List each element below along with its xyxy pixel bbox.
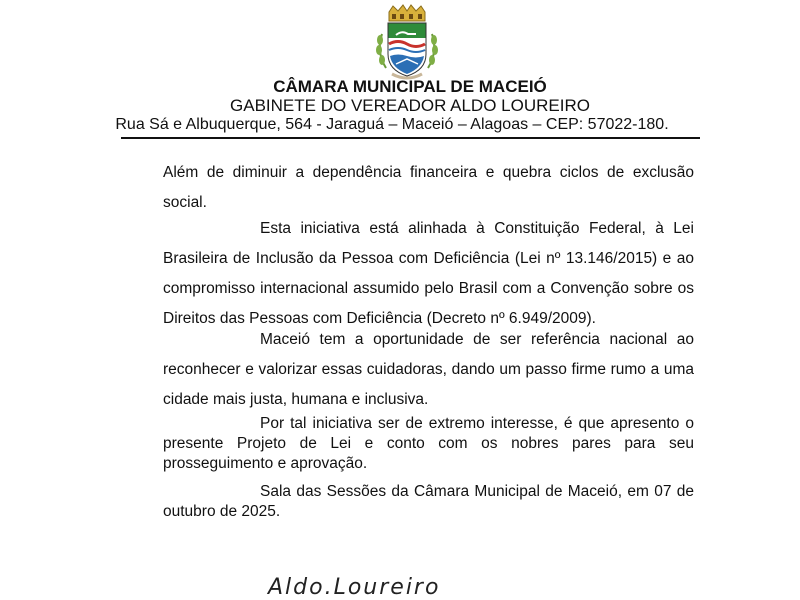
header-title: CÂMARA MUNICIPAL DE MACEIÓ [273, 77, 547, 96]
header-address: Rua Sá e Albuquerque, 564 - Jaraguá – Maceió – Alagoas – CEP: 57022-180. [115, 116, 669, 133]
header-divider [121, 137, 700, 139]
paragraph-1: Além de diminuir a dependência financeira e quebra ciclos de exclusão social. [163, 164, 694, 211]
paragraph-3: Maceió tem a oportunidade de ser referência nacional ao reconhecer e valorizar essas cuidadoras, dando um passo firme rumo a uma cidade mais justa, humana e inclusiva. [163, 331, 694, 408]
handwritten-signature: Aldo.Loureiro [268, 575, 441, 600]
paragraph-2: Esta iniciativa está alinhada à Constituição Federal, à Lei Brasileira de Inclusão da Pessoa com Deficiência (Lei nº 13.146/2015) e ao compromisso internacional assumido pelo Brasil com a Convenção sobre os Direitos das Pessoas com Deficiência (Decreto nº 6.949/2009). [163, 220, 694, 327]
paragraph-5: Sala das Sessões da Câmara Municipal de Maceió, em 07 de outubro de 2025. [163, 483, 694, 520]
coat-of-arms-icon [372, 4, 442, 82]
header-subtitle: GABINETE DO VEREADOR ALDO LOUREIRO [230, 96, 590, 115]
paragraph-4: Por tal iniciativa ser de extremo interesse, é que apresento o presente Projeto de Lei e conto com os nobres pares para seu prosseguimento e aprovação. [163, 415, 694, 472]
